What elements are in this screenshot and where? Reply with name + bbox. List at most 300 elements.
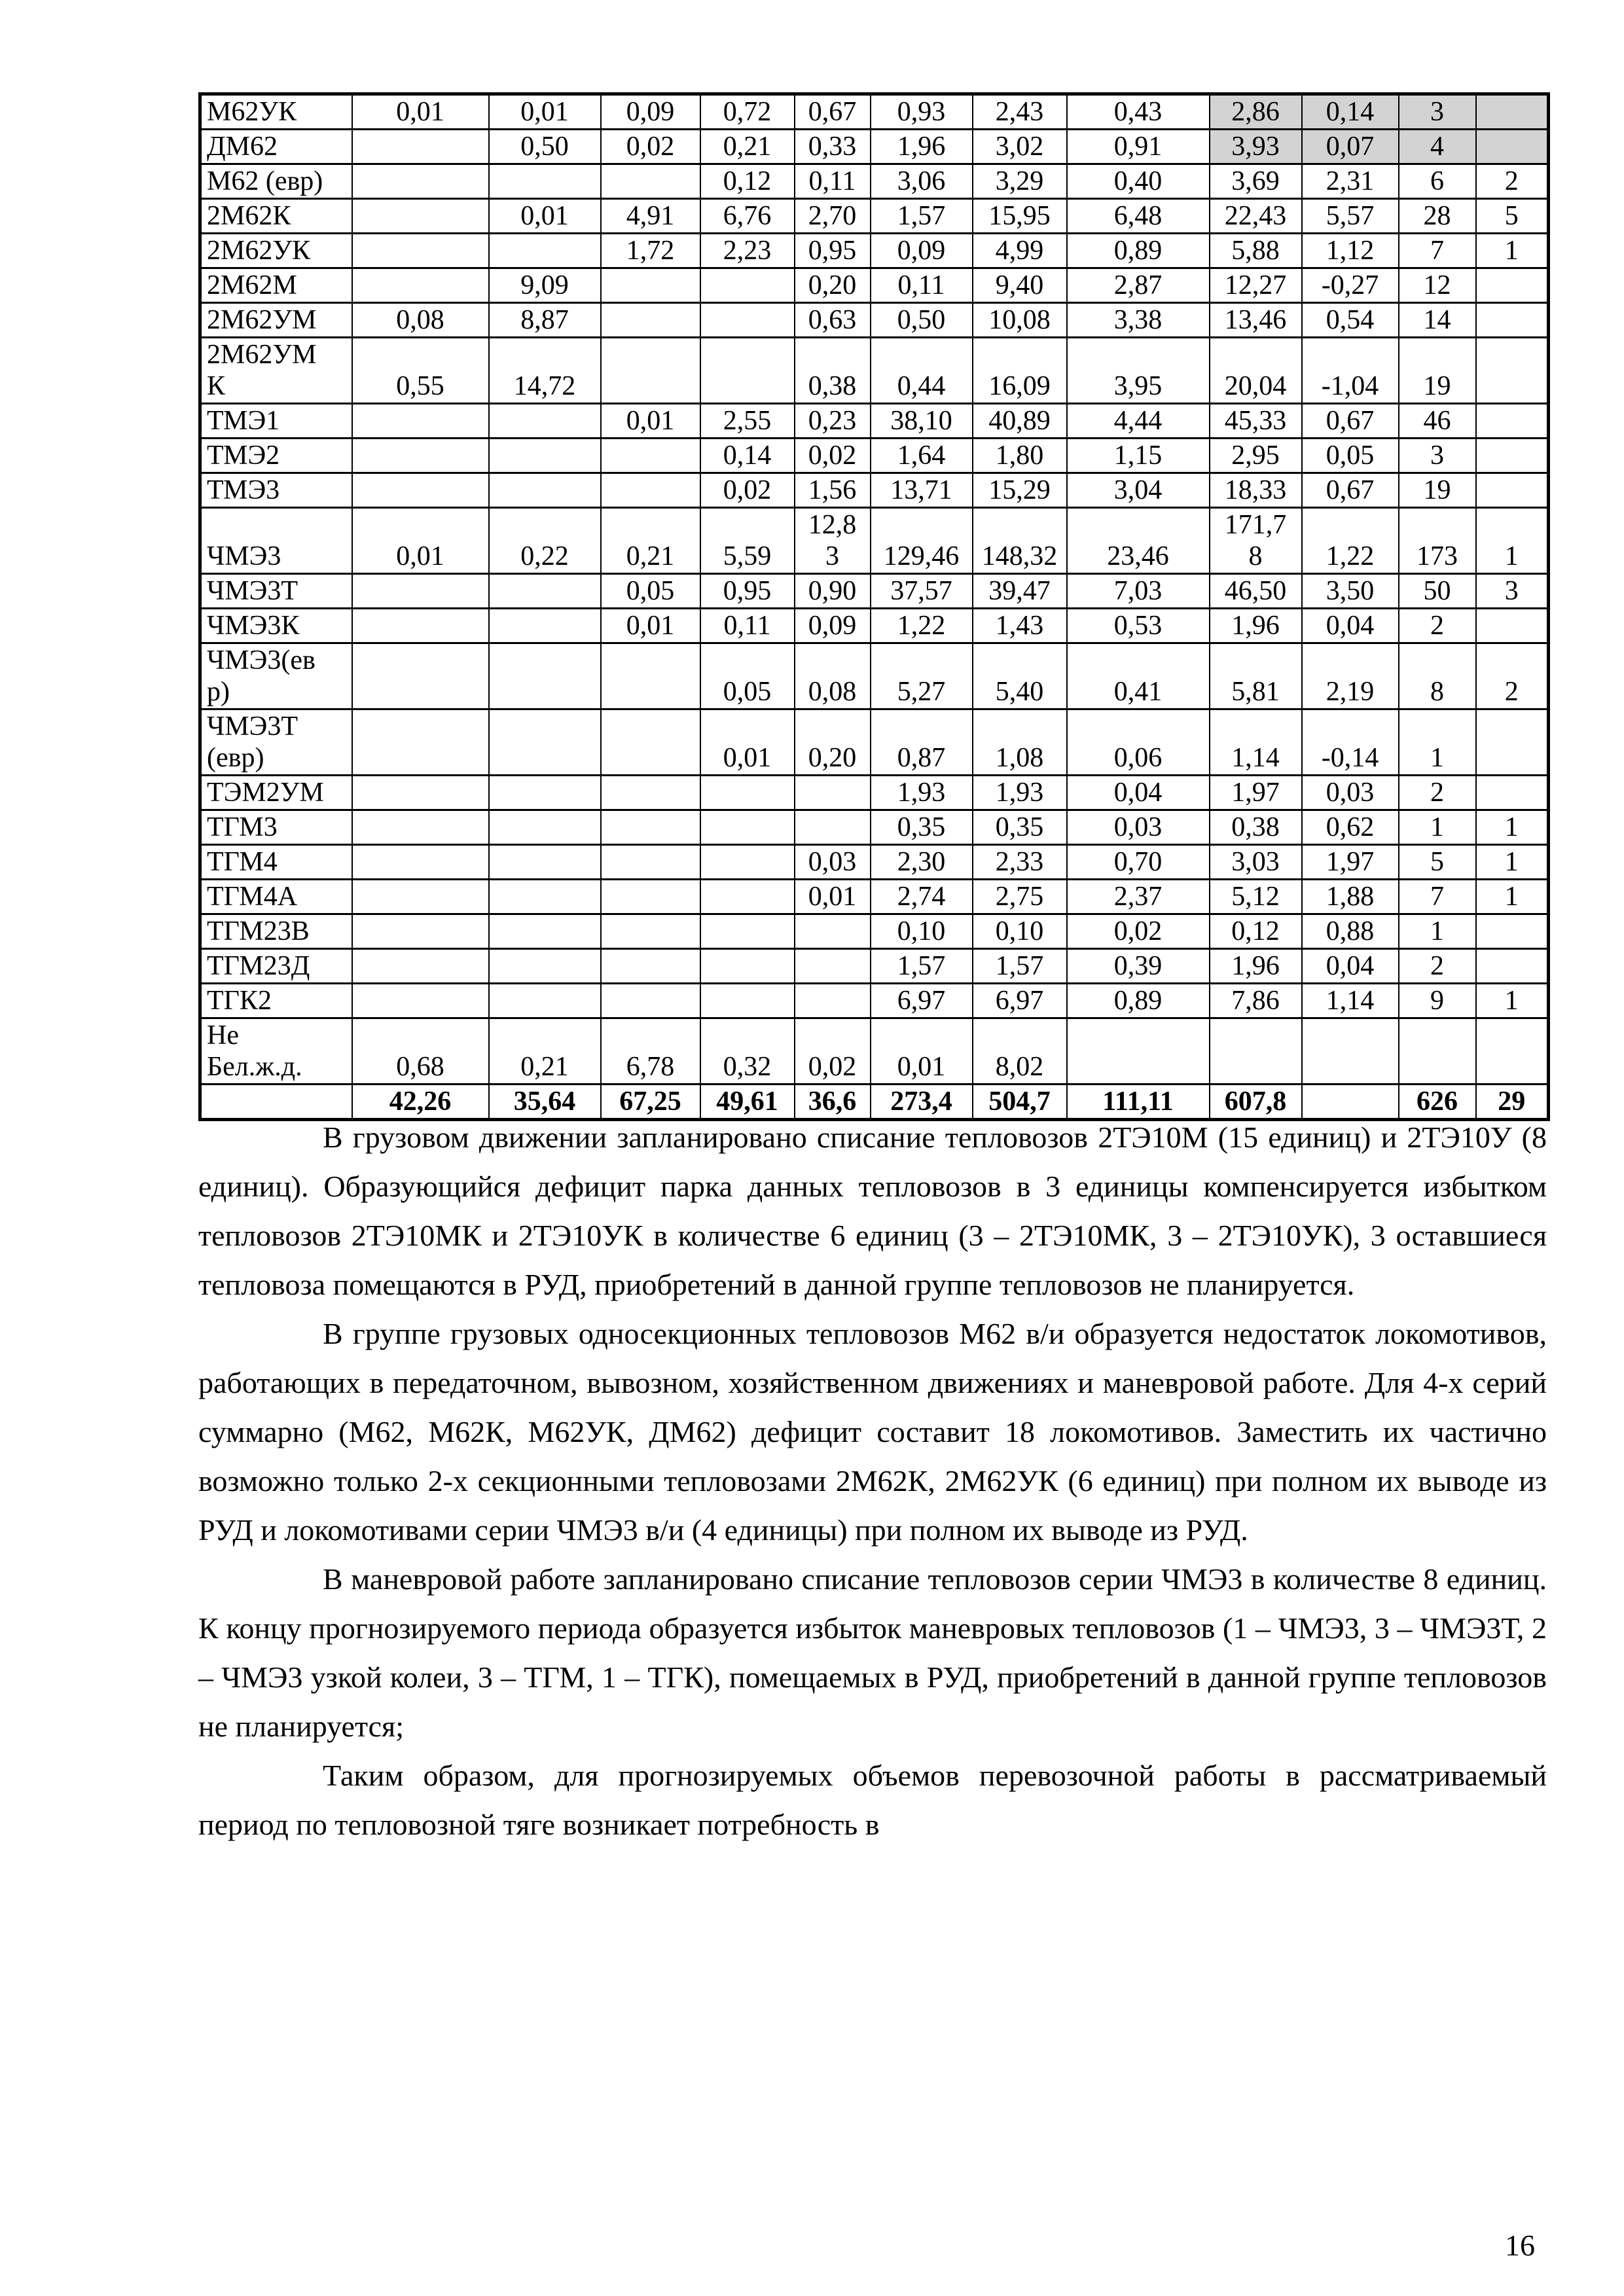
value-cell: 0,10 (973, 914, 1067, 949)
value-cell: 6,48 (1067, 199, 1210, 234)
value-cell: 0,12 (700, 164, 795, 199)
value-cell: 1,88 (1302, 880, 1399, 914)
value-cell: 0,03 (795, 845, 871, 880)
value-cell (489, 880, 601, 914)
value-cell: 9,09 (489, 268, 601, 303)
value-cell: 0,12 (1210, 914, 1302, 949)
value-cell: 0,02 (601, 130, 700, 164)
value-cell: 0,70 (1067, 845, 1210, 880)
value-cell: 0,38 (1210, 810, 1302, 845)
value-cell (795, 949, 871, 984)
value-cell: 2,75 (973, 880, 1067, 914)
value-cell: 0,01 (871, 1018, 973, 1085)
fleet-table-body (200, 94, 1549, 1120)
value-cell (489, 643, 601, 709)
value-cell: 10,08 (973, 303, 1067, 338)
value-cell: 0,23 (795, 404, 871, 439)
value-cell (489, 709, 601, 776)
table-row (200, 338, 1549, 404)
value-cell: 129,46 (871, 508, 973, 574)
value-cell: 1,22 (871, 609, 973, 643)
value-cell: 8,02 (973, 1018, 1067, 1085)
value-cell (601, 473, 700, 508)
value-cell: 0,01 (489, 94, 601, 130)
value-cell: 29 (1476, 1085, 1549, 1120)
value-cell: 0,05 (700, 643, 795, 709)
series-name-cell: Не Бел.ж.д. (200, 1018, 352, 1085)
table-row (200, 643, 1549, 709)
value-cell: 0,89 (1067, 984, 1210, 1018)
value-cell: 0,01 (795, 880, 871, 914)
value-cell: -0,14 (1302, 709, 1399, 776)
value-cell: 5,57 (1302, 199, 1399, 234)
value-cell (352, 880, 489, 914)
value-cell: 12,83 (795, 508, 871, 574)
value-cell (601, 709, 700, 776)
value-cell: 1,97 (1210, 776, 1302, 810)
value-cell: 3,95 (1067, 338, 1210, 404)
value-cell: 3 (1399, 94, 1476, 130)
value-cell: 2,70 (795, 199, 871, 234)
value-cell (700, 776, 795, 810)
value-cell: 0,67 (1302, 473, 1399, 508)
value-cell: 5,40 (973, 643, 1067, 709)
value-cell: 2 (1399, 776, 1476, 810)
value-cell: 1,72 (601, 234, 700, 268)
value-cell (1476, 130, 1549, 164)
value-cell: 2 (1399, 609, 1476, 643)
table-row (200, 404, 1549, 439)
value-cell: 1,80 (973, 439, 1067, 473)
value-cell: 0,95 (700, 574, 795, 609)
value-cell: 0,39 (1067, 949, 1210, 984)
value-cell (1476, 268, 1549, 303)
value-cell: 23,46 (1067, 508, 1210, 574)
value-cell: 0,72 (700, 94, 795, 130)
series-name-cell: ЧМЭ3К (200, 609, 352, 643)
value-cell: 0,21 (700, 130, 795, 164)
value-cell (352, 199, 489, 234)
value-cell: 3,06 (871, 164, 973, 199)
value-cell (700, 880, 795, 914)
value-cell: 0,20 (795, 268, 871, 303)
value-cell: 0,67 (795, 94, 871, 130)
value-cell (601, 810, 700, 845)
value-cell (489, 845, 601, 880)
value-cell: 0,38 (795, 338, 871, 404)
value-cell: 0,35 (871, 810, 973, 845)
table-row (200, 609, 1549, 643)
value-cell: 1 (1476, 845, 1549, 880)
value-cell: 15,95 (973, 199, 1067, 234)
value-cell: 3,04 (1067, 473, 1210, 508)
value-cell (489, 810, 601, 845)
value-cell: 0,04 (1302, 949, 1399, 984)
value-cell: 2,31 (1302, 164, 1399, 199)
value-cell: 2 (1399, 949, 1476, 984)
table-row (200, 508, 1549, 574)
value-cell (1476, 338, 1549, 404)
value-cell (352, 776, 489, 810)
value-cell: 1 (1399, 914, 1476, 949)
value-cell: 9 (1399, 984, 1476, 1018)
value-cell (352, 439, 489, 473)
value-cell (601, 643, 700, 709)
value-cell (489, 473, 601, 508)
value-cell: 0,05 (601, 574, 700, 609)
value-cell: 67,25 (601, 1085, 700, 1120)
value-cell: 0,02 (1067, 914, 1210, 949)
value-cell: 3 (1476, 574, 1549, 609)
value-cell: 9,40 (973, 268, 1067, 303)
value-cell: 7 (1399, 234, 1476, 268)
value-cell: 5 (1476, 199, 1549, 234)
value-cell: 0,04 (1067, 776, 1210, 810)
value-cell (795, 984, 871, 1018)
value-cell (1476, 1018, 1549, 1085)
value-cell: 2,43 (973, 94, 1067, 130)
value-cell: 2,37 (1067, 880, 1210, 914)
table-row (200, 268, 1549, 303)
value-cell (1476, 404, 1549, 439)
value-cell: 0,91 (1067, 130, 1210, 164)
value-cell: 1,96 (1210, 949, 1302, 984)
value-cell: 0,41 (1067, 643, 1210, 709)
value-cell (601, 164, 700, 199)
value-cell: 0,88 (1302, 914, 1399, 949)
value-cell: 0,89 (1067, 234, 1210, 268)
value-cell: 0,20 (795, 709, 871, 776)
value-cell: 0,67 (1302, 404, 1399, 439)
value-cell: 1,64 (871, 439, 973, 473)
table-row (200, 439, 1549, 473)
value-cell: 2,87 (1067, 268, 1210, 303)
value-cell: 0,09 (601, 94, 700, 130)
value-cell: 1 (1476, 234, 1549, 268)
value-cell: 0,11 (700, 609, 795, 643)
value-cell (700, 914, 795, 949)
value-cell: 111,11 (1067, 1085, 1210, 1120)
paragraph: В маневровой работе запланировано списание тепловозов серии ЧМЭ3 в количестве 8 единиц. К концу прогнозируемого периода образуется избыток маневровых тепловозов (1 – ЧМЭ3, 3 – ЧМЭ3Т, 2 – ЧМЭ3 узкой колеи, 3 – ТГМ, 1 – ТГК), помещаемых в РУД, приобретений в данной группе тепловозов не планируется; (198, 1562, 1547, 1743)
value-cell: 0,44 (871, 338, 973, 404)
value-cell: 5,88 (1210, 234, 1302, 268)
value-cell (795, 776, 871, 810)
value-cell: 14 (1399, 303, 1476, 338)
value-cell (352, 164, 489, 199)
value-cell: 6 (1399, 164, 1476, 199)
value-cell: 19 (1399, 338, 1476, 404)
value-cell: 13,46 (1210, 303, 1302, 338)
value-cell (352, 984, 489, 1018)
value-cell: 46 (1399, 404, 1476, 439)
value-cell: 607,8 (1210, 1085, 1302, 1120)
value-cell (1399, 1018, 1476, 1085)
series-name-cell: ТГМ3 (200, 810, 352, 845)
value-cell: 0,50 (871, 303, 973, 338)
value-cell: 0,32 (700, 1018, 795, 1085)
table-row (200, 949, 1549, 984)
value-cell: 1,96 (1210, 609, 1302, 643)
value-cell (601, 845, 700, 880)
value-cell (489, 776, 601, 810)
value-cell: 38,10 (871, 404, 973, 439)
value-cell (352, 473, 489, 508)
value-cell: 0,09 (871, 234, 973, 268)
value-cell (601, 949, 700, 984)
value-cell (1476, 776, 1549, 810)
value-cell: 3,03 (1210, 845, 1302, 880)
table-row (200, 845, 1549, 880)
table-row (200, 303, 1549, 338)
value-cell: 46,50 (1210, 574, 1302, 609)
value-cell: 0,62 (1302, 810, 1399, 845)
value-cell (352, 609, 489, 643)
value-cell (489, 404, 601, 439)
series-name-cell: 2М62УМК (200, 338, 352, 404)
value-cell: 2,86 (1210, 94, 1302, 130)
value-cell: 8,87 (489, 303, 601, 338)
value-cell: 0,03 (1067, 810, 1210, 845)
value-cell (1476, 709, 1549, 776)
value-cell (352, 130, 489, 164)
table-row (200, 1018, 1549, 1085)
value-cell (489, 609, 601, 643)
value-cell: 0,11 (871, 268, 973, 303)
value-cell: 1,97 (1302, 845, 1399, 880)
paragraph: Таким образом, для прогнозируемых объемов перевозочной работы в рассматриваемый период по тепловозной тяге возникает потребность в (198, 1759, 1547, 1841)
value-cell: 3,69 (1210, 164, 1302, 199)
value-cell: 504,7 (973, 1085, 1067, 1120)
value-cell: 2,33 (973, 845, 1067, 880)
value-cell: 0,01 (601, 609, 700, 643)
value-cell: 0,01 (352, 94, 489, 130)
series-name-cell: ДМ62 (200, 130, 352, 164)
series-name-cell: 2М62М (200, 268, 352, 303)
value-cell: 37,57 (871, 574, 973, 609)
value-cell: 0,21 (489, 1018, 601, 1085)
value-cell: 0,93 (871, 94, 973, 130)
value-cell: 0,35 (973, 810, 1067, 845)
value-cell: 5,59 (700, 508, 795, 574)
series-name-cell: М62УК (200, 94, 352, 130)
value-cell: 0,90 (795, 574, 871, 609)
value-cell: 1,15 (1067, 439, 1210, 473)
value-cell (1476, 949, 1549, 984)
value-cell (1476, 439, 1549, 473)
value-cell: 2 (1476, 643, 1549, 709)
value-cell: 7,03 (1067, 574, 1210, 609)
value-cell: 1 (1476, 508, 1549, 574)
value-cell (1210, 1018, 1302, 1085)
value-cell: 0,22 (489, 508, 601, 574)
value-cell: 40,89 (973, 404, 1067, 439)
paragraph: В грузовом движении запланировано списание тепловозов 2ТЭ10М (15 единиц) и 2ТЭ10У (8 единиц). Образующийся дефицит парка данных тепловозов в 3 единицы компенсируется избытком тепловозов 2ТЭ10МК и 2ТЭ10УК в количестве 6 единиц (3 – 2ТЭ10МК, 3 – 2ТЭ10УК), 3 оставшиеся тепловоза помещаются в РУД, приобретений в данной группе тепловозов не планируется. (198, 1121, 1547, 1301)
table-row (200, 130, 1549, 164)
series-name-cell: ТГМ23Д (200, 949, 352, 984)
value-cell (352, 709, 489, 776)
value-cell: 50 (1399, 574, 1476, 609)
value-cell: 8 (1399, 643, 1476, 709)
value-cell: 5 (1399, 845, 1476, 880)
value-cell: 28 (1399, 199, 1476, 234)
value-cell: 1,14 (1210, 709, 1302, 776)
series-name-cell: М62 (евр) (200, 164, 352, 199)
table-row (200, 94, 1549, 130)
series-name-cell: ТГМ4 (200, 845, 352, 880)
value-cell: 2 (1476, 164, 1549, 199)
value-cell: 1,57 (871, 199, 973, 234)
value-cell: 0,03 (1302, 776, 1399, 810)
value-cell: 22,43 (1210, 199, 1302, 234)
value-cell: 1 (1476, 810, 1549, 845)
value-cell: 18,33 (1210, 473, 1302, 508)
value-cell (795, 810, 871, 845)
value-cell (700, 268, 795, 303)
series-name-cell: ЧМЭ3Т (200, 574, 352, 609)
value-cell: 0,08 (795, 643, 871, 709)
table-row (200, 914, 1549, 949)
table-row (200, 199, 1549, 234)
table-row (200, 984, 1549, 1018)
value-cell (489, 984, 601, 1018)
value-cell: 7,86 (1210, 984, 1302, 1018)
value-cell: 4 (1399, 130, 1476, 164)
value-cell: 0,95 (795, 234, 871, 268)
value-cell: 0,01 (352, 508, 489, 574)
table-row (200, 776, 1549, 810)
value-cell (601, 914, 700, 949)
value-cell (700, 984, 795, 1018)
value-cell (489, 439, 601, 473)
value-cell (1067, 1018, 1210, 1085)
value-cell (1476, 473, 1549, 508)
value-cell: 12,27 (1210, 268, 1302, 303)
table-row (200, 234, 1549, 268)
value-cell: 0,09 (795, 609, 871, 643)
value-cell: 0,33 (795, 130, 871, 164)
value-cell: 1,14 (1302, 984, 1399, 1018)
value-cell (700, 303, 795, 338)
value-cell (1476, 609, 1549, 643)
series-name-cell: 2М62УК (200, 234, 352, 268)
value-cell: 14,72 (489, 338, 601, 404)
series-name-cell: ТГК2 (200, 984, 352, 1018)
value-cell (352, 810, 489, 845)
value-cell: 7 (1399, 880, 1476, 914)
value-cell: 1 (1476, 984, 1549, 1018)
value-cell: 0,43 (1067, 94, 1210, 130)
value-cell: 0,55 (352, 338, 489, 404)
paragraph: В группе грузовых односекционных тепловозов М62 в/и образуется недостаток локомотивов, работающих в передаточном, вывозном, хозяйственном движениях и маневровой работе. Для 4-х серий суммарно (М62, М62К, М62УК, ДМ62) дефицит составит 18 локомотивов. Заместить их частично возможно только 2-х секционными тепловозами 2М62К, 2М62УК (6 единиц) при полном их выводе из РУД и локомотивами серии ЧМЭ3 в/и (4 единицы) при полном их выводе из РУД. (198, 1317, 1547, 1547)
value-cell: 2,74 (871, 880, 973, 914)
value-cell: 148,32 (973, 508, 1067, 574)
value-cell: 3,50 (1302, 574, 1399, 609)
value-cell (352, 574, 489, 609)
value-cell: 4,44 (1067, 404, 1210, 439)
value-cell: 1,43 (973, 609, 1067, 643)
value-cell: 4,99 (973, 234, 1067, 268)
table-row (200, 709, 1549, 776)
value-cell: 0,14 (700, 439, 795, 473)
value-cell: 2,30 (871, 845, 973, 880)
value-cell (601, 338, 700, 404)
value-cell: 0,04 (1302, 609, 1399, 643)
value-cell: 2,55 (700, 404, 795, 439)
value-cell: 1,22 (1302, 508, 1399, 574)
value-cell: 2,95 (1210, 439, 1302, 473)
value-cell: 1,57 (973, 949, 1067, 984)
value-cell: 2,23 (700, 234, 795, 268)
value-cell: 1,96 (871, 130, 973, 164)
value-cell: 36,6 (795, 1085, 871, 1120)
value-cell (795, 914, 871, 949)
locomotive-fleet-table (198, 92, 1550, 1121)
value-cell: 3 (1399, 439, 1476, 473)
value-cell (489, 234, 601, 268)
value-cell (352, 404, 489, 439)
value-cell: 1,12 (1302, 234, 1399, 268)
value-cell: 0,21 (601, 508, 700, 574)
value-cell: 0,02 (795, 439, 871, 473)
value-cell: 1,93 (973, 776, 1067, 810)
value-cell: 16,09 (973, 338, 1067, 404)
value-cell: 5,27 (871, 643, 973, 709)
value-cell: 42,26 (352, 1085, 489, 1120)
body-text (198, 1113, 1547, 1849)
series-name-cell: ТЭМ2УМ (200, 776, 352, 810)
value-cell: 0,54 (1302, 303, 1399, 338)
value-cell: 0,50 (489, 130, 601, 164)
value-cell: 3,93 (1210, 130, 1302, 164)
value-cell (352, 234, 489, 268)
series-name-cell: ЧМЭ3(евр) (200, 643, 352, 709)
value-cell (489, 949, 601, 984)
value-cell (352, 845, 489, 880)
value-cell: 1,93 (871, 776, 973, 810)
value-cell (352, 949, 489, 984)
value-cell: 3,02 (973, 130, 1067, 164)
value-cell (352, 643, 489, 709)
value-cell: 6,97 (871, 984, 973, 1018)
value-cell: 1 (1399, 709, 1476, 776)
series-name-cell: ЧМЭ3 (200, 508, 352, 574)
value-cell: 1,57 (871, 949, 973, 984)
value-cell (352, 914, 489, 949)
value-cell (1476, 94, 1549, 130)
value-cell: 0,53 (1067, 609, 1210, 643)
value-cell (352, 268, 489, 303)
value-cell: 3,29 (973, 164, 1067, 199)
value-cell (601, 880, 700, 914)
value-cell (700, 338, 795, 404)
value-cell: 20,04 (1210, 338, 1302, 404)
value-cell: 2,19 (1302, 643, 1399, 709)
value-cell (700, 845, 795, 880)
value-cell: 0,68 (352, 1018, 489, 1085)
value-cell: 0,05 (1302, 439, 1399, 473)
value-cell (700, 949, 795, 984)
series-name-cell: ТГМ23В (200, 914, 352, 949)
value-cell (489, 914, 601, 949)
value-cell: 4,91 (601, 199, 700, 234)
value-cell: 0,01 (489, 199, 601, 234)
value-cell: 0,08 (352, 303, 489, 338)
value-cell: 0,01 (601, 404, 700, 439)
value-cell (601, 776, 700, 810)
value-cell: 0,02 (700, 473, 795, 508)
value-cell: 1 (1399, 810, 1476, 845)
series-name-cell: ЧМЭ3Т (евр) (200, 709, 352, 776)
